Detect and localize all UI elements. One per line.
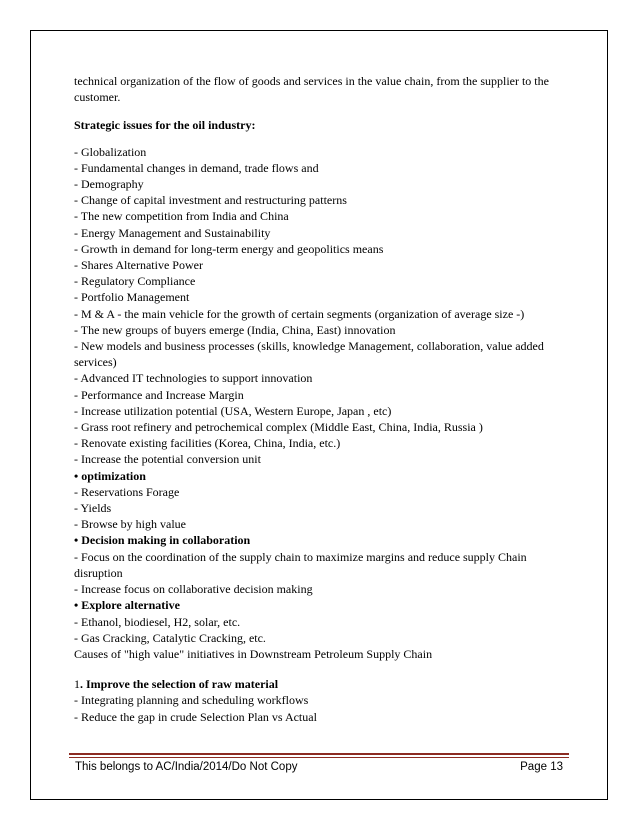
list-item: - Shares Alternative Power bbox=[74, 258, 203, 273]
section-title-text: . Improve the selection of raw material bbox=[80, 677, 279, 692]
intro-paragraph: technical organization of the flow of goods and services in the value chain, from the supplier to the customer. bbox=[74, 74, 549, 105]
list-item: - Energy Management and Sustainability bbox=[74, 225, 271, 240]
list-item: - Increase utilization potential (USA, Western Europe, Japan , etc) bbox=[74, 403, 392, 418]
document-body bbox=[74, 73, 574, 725]
list-item: - Increase focus on collaborative decision making bbox=[74, 582, 313, 597]
list-item: - The new groups of buyers emerge (India, China, East) innovation bbox=[74, 322, 396, 337]
list-item: - Ethanol, biodiesel, H2, solar, etc. bbox=[74, 614, 241, 629]
strategic-issues-heading: Strategic issues for the oil industry: bbox=[74, 118, 256, 133]
strategic-issues-list bbox=[74, 144, 574, 663]
page-number: Page 13 bbox=[520, 761, 563, 773]
list-item: - Renovate existing facilities (Korea, China, India, etc.) bbox=[74, 436, 341, 451]
list-item: - Growth in demand for long-term energy and geopolitics means bbox=[74, 241, 384, 256]
list-item: - Globalization bbox=[74, 144, 147, 159]
list-item: - Portfolio Management bbox=[74, 290, 190, 305]
list-item: - Performance and Increase Margin bbox=[74, 387, 244, 402]
list-item: - The new competition from India and China bbox=[74, 209, 289, 224]
list-item: - New models and business processes (skills, knowledge Management, collaboration, value added services) bbox=[74, 339, 544, 370]
list-item: - Gas Cracking, Catalytic Cracking, etc. bbox=[74, 630, 266, 645]
list-item: Causes of "high value" initiatives in Downstream Petroleum Supply Chain bbox=[74, 646, 433, 661]
list-item: - Fundamental changes in demand, trade flows and bbox=[74, 160, 319, 175]
list-item: - Change of capital investment and restructuring patterns bbox=[74, 193, 347, 208]
list-item-bullet-heading: • Decision making in collaboration bbox=[74, 533, 251, 548]
footer-rule-thin bbox=[69, 757, 569, 758]
list-item: - Focus on the coordination of the supply chain to maximize margins and reduce supply Chain disruption bbox=[74, 549, 527, 580]
list-item: - Regulatory Compliance bbox=[74, 274, 196, 289]
footer-notice: This belongs to AC/India/2014/Do Not Copy bbox=[75, 761, 298, 773]
list-item: - M & A - the main vehicle for the growth of certain segments (organization of average size -) bbox=[74, 306, 525, 321]
section-items-list bbox=[74, 692, 574, 724]
section-number: 1 bbox=[74, 677, 80, 692]
list-item-bullet-heading: • Explore alternative bbox=[74, 598, 180, 613]
list-item: - Demography bbox=[74, 177, 144, 192]
list-item: - Reservations Forage bbox=[74, 484, 180, 499]
list-item-bullet-heading: • optimization bbox=[74, 468, 146, 483]
list-item: - Integrating planning and scheduling workflows bbox=[74, 693, 309, 708]
list-item: - Grass root refinery and petrochemical complex (Middle East, China, India, Russia ) bbox=[74, 420, 483, 435]
section-title bbox=[74, 676, 574, 692]
list-item: - Advanced IT technologies to support innovation bbox=[74, 371, 313, 386]
list-item: - Reduce the gap in crude Selection Plan vs Actual bbox=[74, 709, 317, 724]
list-item: - Browse by high value bbox=[74, 517, 186, 532]
footer-rule bbox=[69, 753, 569, 755]
list-item: - Yields bbox=[74, 501, 112, 516]
list-item: - Increase the potential conversion unit bbox=[74, 452, 261, 467]
